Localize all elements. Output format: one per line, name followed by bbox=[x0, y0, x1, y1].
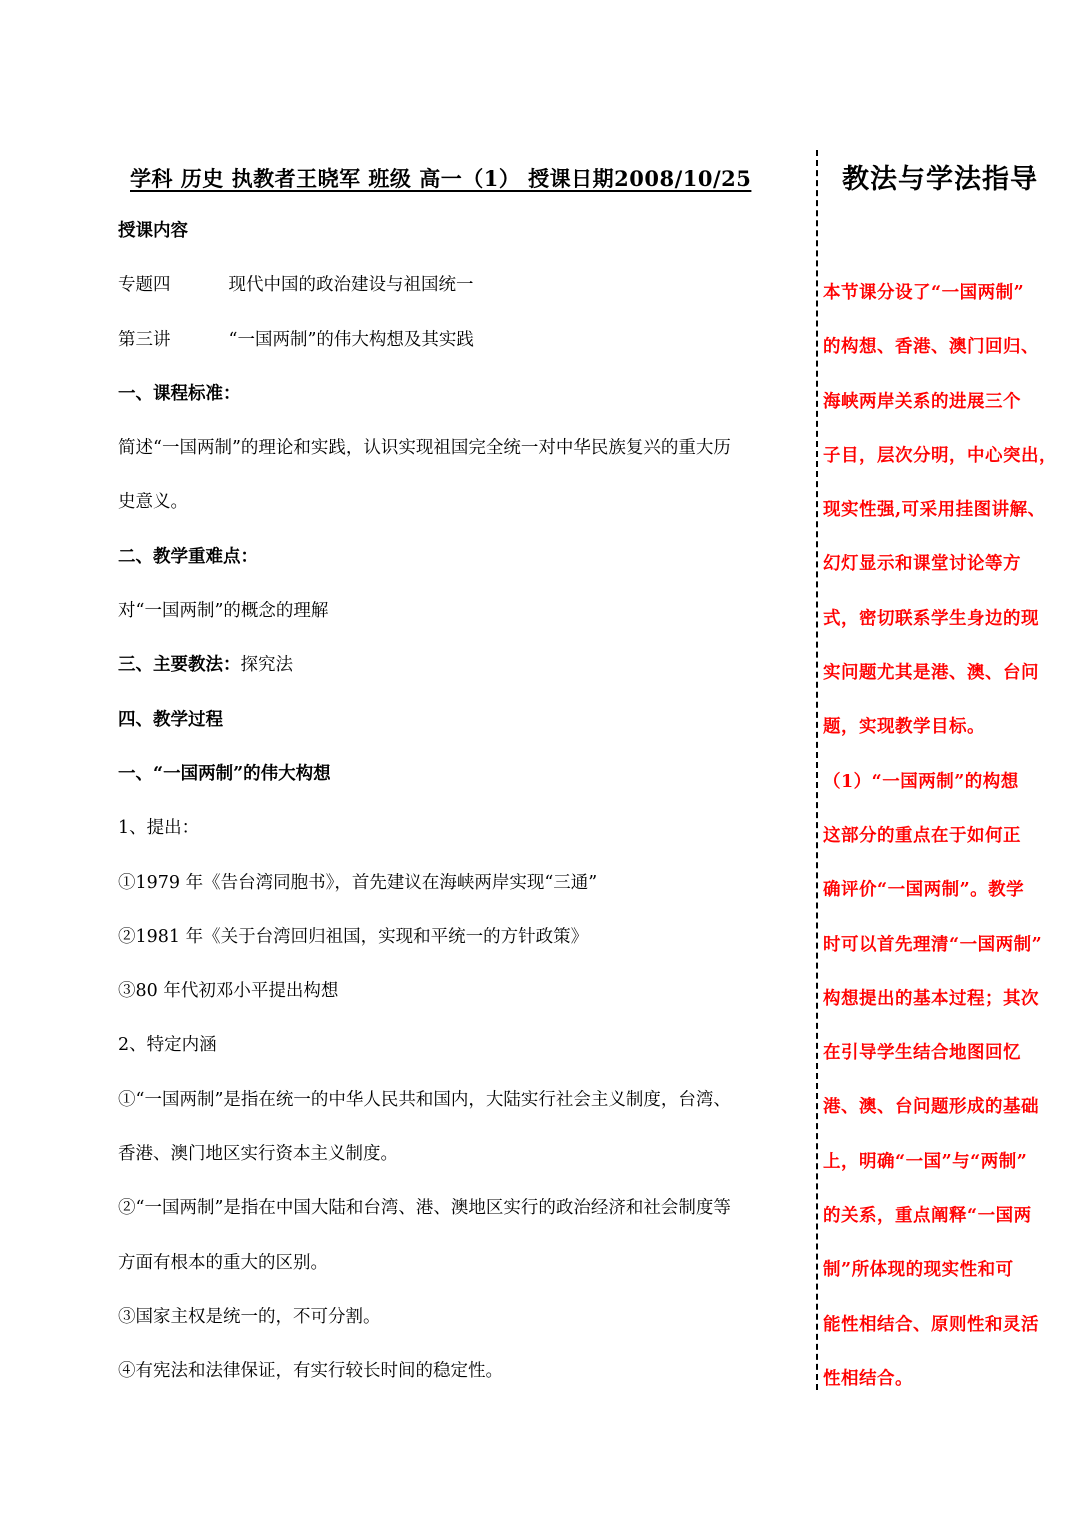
teaching-guidance-sidebar bbox=[823, 266, 1058, 1406]
lecture-label: 第三讲 bbox=[118, 329, 171, 350]
guidance-line: 的构想、香港、澳门回归、 bbox=[823, 337, 1039, 358]
content-line: 香港、澳门地区实行资本主义制度。 bbox=[118, 1144, 398, 1165]
guidance-line: 性相结合。 bbox=[823, 1368, 913, 1389]
guidance-line: 制”所体现的现实性和可 bbox=[823, 1260, 1014, 1281]
guidance-line: 现实性强,可采用挂图讲解、 bbox=[823, 500, 1046, 521]
guidance-line: 构想提出的基本过程；其次 bbox=[823, 988, 1039, 1009]
guidance-line: 确评价“一国两制”。教学 bbox=[823, 880, 1025, 901]
content-line: ③国家主权是统一的，不可分割。 bbox=[118, 1306, 381, 1327]
lesson-header: 学科 历史 执教者王晓军 班级 高一（1） 授课日期2008/10/25 bbox=[130, 166, 752, 191]
content-line: ④有宪法和法律保证，有实行较长时间的稳定性。 bbox=[118, 1361, 503, 1382]
guidance-line: 题，实现教学目标。 bbox=[823, 717, 985, 738]
topic-label: 专题四 bbox=[118, 275, 171, 296]
column-divider bbox=[816, 150, 818, 1390]
content-line: ①“一国两制”是指在统一的中华人民共和国内，大陆实行社会主义制度，台湾、 bbox=[118, 1089, 731, 1110]
section-heading: 一、“一国两制”的伟大构想 bbox=[118, 763, 331, 784]
guidance-line: 港、澳、台问题形成的基础 bbox=[823, 1097, 1039, 1118]
sidebar-title: 教法与学法指导 bbox=[842, 164, 1038, 195]
guidance-line: 这部分的重点在于如何正 bbox=[823, 825, 1021, 846]
lecture-text: “一国两制”的伟大构想及其实践 bbox=[228, 329, 474, 350]
process-heading: 四、教学过程 bbox=[118, 709, 223, 730]
proposal-item: ①1979 年《告台湾同胞书》，首先建议在海峡两岸实现“三通” bbox=[118, 872, 598, 893]
guidance-line: 在引导学生结合地图回忆 bbox=[823, 1043, 1021, 1064]
guidance-line: 海峡两岸关系的进展三个 bbox=[823, 391, 1021, 412]
content-line: ②“一国两制”是指在中国大陆和台湾、港、澳地区实行的政治经济和社会制度等 bbox=[118, 1198, 731, 1219]
proposal-item: ③80 年代初邓小平提出构想 bbox=[118, 981, 339, 1002]
guidance-line: 幻灯显示和课堂讨论等方 bbox=[823, 554, 1021, 575]
lesson-plan-body bbox=[118, 204, 808, 1399]
proposal-item: ②1981 年《关于台湾回归祖国，实现和平统一的方针政策》 bbox=[118, 926, 589, 947]
standard-heading: 一、课程标准： bbox=[118, 383, 241, 404]
content-line: 方面有根本的重大的区别。 bbox=[118, 1252, 328, 1273]
lesson-content-label: 授课内容 bbox=[118, 221, 188, 241]
guidance-line: （1）“一国两制”的构想 bbox=[823, 771, 1019, 792]
topic-text: 现代中国的政治建设与祖国统一 bbox=[228, 275, 474, 296]
guidance-line: 子目，层次分明，中心突出， bbox=[823, 445, 1057, 466]
lecture-line bbox=[118, 313, 808, 367]
guidance-line: 的关系，重点阐释“一国两 bbox=[823, 1206, 1032, 1227]
topic-line bbox=[118, 258, 808, 312]
method-text: 探究法 bbox=[240, 655, 293, 676]
proposal-heading: 1、提出： bbox=[118, 818, 200, 839]
guidance-line: 本节课分设了“一国两制” bbox=[823, 283, 1025, 303]
method-heading: 三、主要教法： bbox=[118, 655, 241, 676]
key-points-text: 对“一国两制”的概念的理解 bbox=[118, 601, 329, 622]
standard-text-line: 史意义。 bbox=[118, 492, 188, 513]
guidance-line: 上，明确“一国”与“两制” bbox=[823, 1151, 1028, 1172]
guidance-line: 实问题尤其是港、澳、台问 bbox=[823, 663, 1039, 684]
standard-text-line: 简述“一国两制”的理论和实践，认识实现祖国完全统一对中华民族复兴的重大历 bbox=[118, 438, 731, 459]
method-line bbox=[118, 638, 808, 692]
guidance-line: 时可以首先理清“一国两制” bbox=[823, 934, 1043, 955]
key-points-heading: 二、教学重难点： bbox=[118, 546, 258, 567]
guidance-line: 能性相结合、原则性和灵活 bbox=[823, 1314, 1039, 1335]
content-heading: 2、特定内涵 bbox=[118, 1035, 217, 1056]
guidance-line: 式，密切联系学生身边的现 bbox=[823, 608, 1039, 629]
